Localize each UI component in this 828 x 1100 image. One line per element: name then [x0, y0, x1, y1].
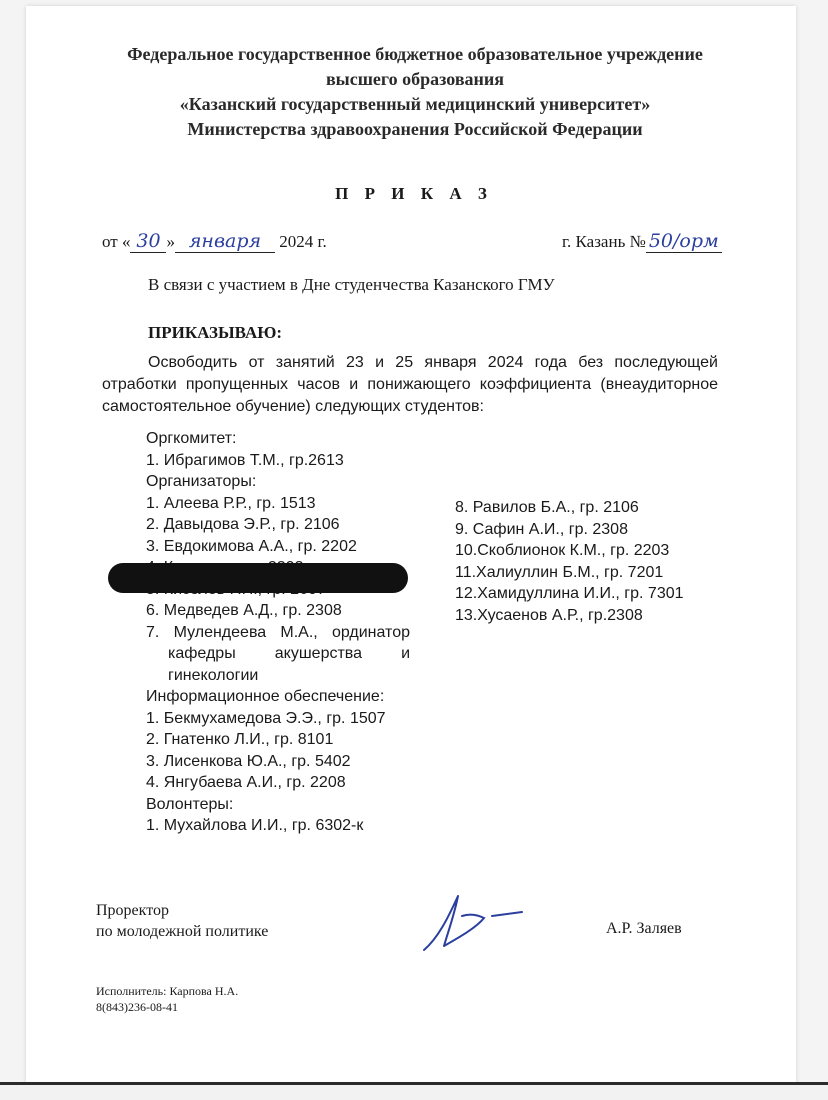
list-item: 3. Лисенкова Ю.А., гр. 5402	[146, 752, 351, 770]
list-item: 8. Равилов Б.А., гр. 2106	[455, 499, 639, 516]
list-item: 9. Сафин А.И., гр. 2308	[455, 520, 628, 538]
list-item: 1. Ибрагимов Т.М., гр.2613	[146, 451, 344, 469]
order-date	[102, 230, 327, 253]
list-item: 2. Давыдова Э.Р., гр. 2106	[146, 516, 340, 533]
header-line-1: Федеральное государственное бюджетное образовательное учреждение	[127, 44, 703, 64]
position-line-1: Проректор	[96, 902, 169, 919]
list-item: 3. Евдокимова А.А., гр. 2202	[146, 537, 357, 555]
list-item: 10.Скоблионок К.М., гр. 2203	[455, 542, 670, 559]
list-item: 12.Хамидуллина И.И., гр. 7301	[455, 585, 684, 602]
list-item: 6. Медведев А.Д., гр. 2308	[146, 602, 342, 619]
header-line-2: высшего образования	[325, 69, 505, 89]
signatory-position	[96, 900, 268, 942]
signer-name: А.Р. Заляев	[606, 920, 682, 937]
list-item: 1. Бекмухамедова Э.Э., гр. 1507	[146, 709, 386, 727]
date-day: 30	[136, 230, 161, 252]
executor-name: Исполнитель: Карпова Н.А.	[96, 984, 239, 998]
orgcommittee-label: Оргкомитет:	[146, 430, 237, 447]
position-line-2: по молодежной политике	[96, 923, 269, 940]
redaction-mark	[108, 563, 408, 593]
institution-header	[90, 42, 740, 142]
list-item: 1. Мухайлова И.И., гр. 6302-к	[146, 817, 364, 834]
list-item: 2. Гнатенко Л.И., гр. 8101	[146, 731, 334, 748]
date-mid: »	[166, 232, 175, 251]
signature-stroke	[424, 896, 522, 950]
student-list-left	[146, 428, 410, 837]
order-number: 50/орм	[648, 230, 719, 252]
date-month: января	[188, 230, 262, 252]
handwritten-signature	[418, 888, 528, 958]
city: г. Казань №	[562, 232, 646, 251]
order-place-number	[562, 230, 722, 253]
organizers-label: Организаторы:	[146, 473, 257, 490]
intro-text: В связи с участием в Дне студенчества Казанского ГМУ	[148, 275, 555, 294]
list-item: 4. Янгубаева А.И., гр. 2208	[146, 774, 346, 791]
page-bottom-edge	[0, 1082, 828, 1100]
executor-phone: 8(843)236-08-41	[96, 1000, 178, 1014]
date-year: 2024 г.	[279, 232, 327, 251]
list-item: 1. Алеева Р.Р., гр. 1513	[146, 494, 316, 512]
list-item: 13.Хусаенов А.Р., гр.2308	[455, 606, 643, 624]
document-title: П Р И К А З	[335, 184, 493, 203]
date-prefix: от «	[102, 232, 131, 251]
info-label: Информационное обеспечение:	[146, 688, 385, 705]
executor-info	[96, 983, 238, 1015]
order-word: ПРИКАЗЫВАЮ:	[148, 323, 283, 342]
header-line-3: «Казанский государственный медицинский университет»	[179, 94, 651, 114]
list-item: 7. Мулендеева М.А., ординатор кафедры акушерства и гинекологии	[146, 623, 410, 684]
list-item: 11.Халиуллин Б.М., гр. 7201	[455, 563, 664, 581]
order-body: Освободить от занятий 23 и 25 января 2024 года без последующей отработки пропущенных часов и понижающего коэффициента (внеаудиторное самостоятельное обучение) следующих студентов:	[102, 354, 718, 415]
student-list-right	[455, 497, 755, 626]
volunteers-label: Волонтеры:	[146, 795, 234, 813]
header-line-4: Министерства здравоохранения Российской Федерации	[187, 119, 643, 139]
